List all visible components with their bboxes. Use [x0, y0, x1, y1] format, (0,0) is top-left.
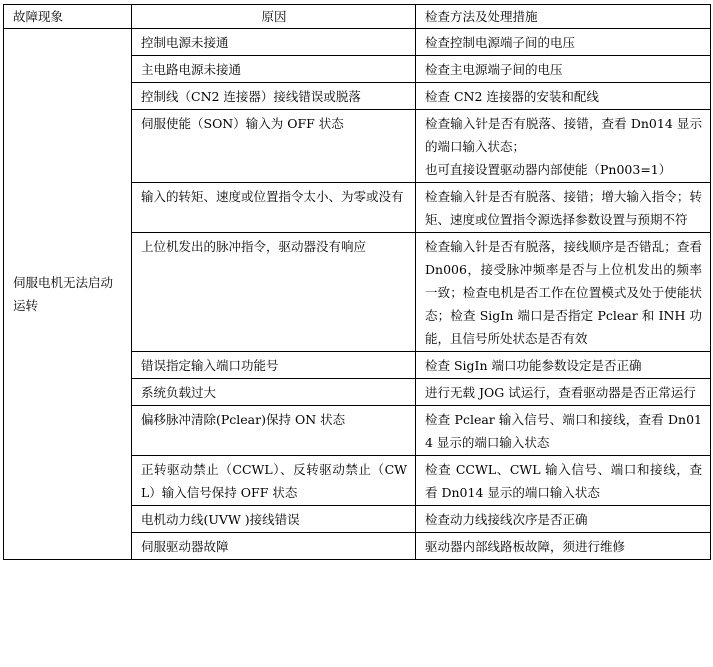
- cause-cell: 控制电源未接通: [132, 29, 416, 56]
- cause-cell: 输入的转矩、速度或位置指令太小、为零或没有: [132, 183, 416, 233]
- method-cell: [416, 352, 711, 379]
- method-text: 检查 CN2 连接器的安装和配线: [425, 89, 599, 104]
- method-cell: [416, 110, 711, 183]
- method-cell: [416, 83, 711, 110]
- cause-cell: 系统负载过大: [132, 379, 416, 406]
- method-text: 检查输入针是否有脱落、接错，查看 Dn014 显示的端口输入状态；: [425, 116, 702, 154]
- method-cell: [416, 379, 711, 406]
- symptom-cell: 伺服电机无法启动运转: [4, 29, 132, 560]
- method-cell: [416, 183, 711, 233]
- method-cell: [416, 533, 711, 560]
- method-cell: [416, 406, 711, 456]
- method-cell: [416, 29, 711, 56]
- method-text: 检查 SigIn 端口功能参数设定是否正确: [425, 358, 642, 373]
- header-symptom: 故障现象: [4, 5, 132, 29]
- cause-cell: 伺服使能（SON）输入为 OFF 状态: [132, 110, 416, 183]
- header-cause: 原因: [132, 5, 416, 29]
- method-text: 也可直接设置驱动器内部使能（Pn003=1）: [425, 162, 672, 177]
- header-row: [4, 5, 711, 29]
- method-text: 检查 CCWL、CWL 输入信号、端口和接线，查看 Dn014 显示的端口输入状态: [425, 462, 702, 500]
- method-text: 检查输入针是否有脱落，接线顺序是否错乱；查看 Dn006，接受脉冲频率是否与上位机发出的频率一致；检查电机是否工作在位置模式及处于使能状态；检查 SigIn 端口是否指定 Pclear 和 INH 功能，且信号所处状态是否有效: [425, 239, 702, 346]
- method-text: 检查控制电源端子间的电压: [425, 35, 576, 50]
- method-text: 检查主电源端子间的电压: [425, 62, 563, 77]
- cause-cell: 上位机发出的脉冲指令，驱动器没有响应: [132, 233, 416, 352]
- cause-cell: 正转驱动禁止（CCWL）、反转驱动禁止（CWL）输入信号保持 OFF 状态: [132, 456, 416, 506]
- table-row: [4, 29, 711, 56]
- cause-cell: 错误指定输入端口功能号: [132, 352, 416, 379]
- cause-cell: 偏移脉冲清除(Pclear)保持 ON 状态: [132, 406, 416, 456]
- method-text: 检查动力线接线次序是否正确: [425, 512, 588, 527]
- troubleshooting-table: [3, 4, 711, 560]
- cause-cell: 主电路电源未接通: [132, 56, 416, 83]
- method-text: 检查输入针是否有脱落、接错；增大输入指令；转矩、速度或位置指令源选择参数设置与预期不符: [425, 189, 702, 227]
- method-cell: [416, 506, 711, 533]
- method-cell: [416, 233, 711, 352]
- method-text: 检查 Pclear 输入信号、端口和接线，查看 Dn014 显示的端口输入状态: [425, 412, 702, 450]
- method-cell: [416, 456, 711, 506]
- method-cell: [416, 56, 711, 83]
- header-method: 检查方法及处理措施: [416, 5, 711, 29]
- cause-cell: 电机动力线(UVW )接线错误: [132, 506, 416, 533]
- cause-cell: 伺服驱动器故障: [132, 533, 416, 560]
- method-text: 驱动器内部线路板故障，须进行维修: [425, 539, 626, 554]
- cause-cell: 控制线（CN2 连接器）接线错误或脱落: [132, 83, 416, 110]
- method-text: 进行无载 JOG 试运行，查看驱动器是否正常运行: [425, 385, 696, 400]
